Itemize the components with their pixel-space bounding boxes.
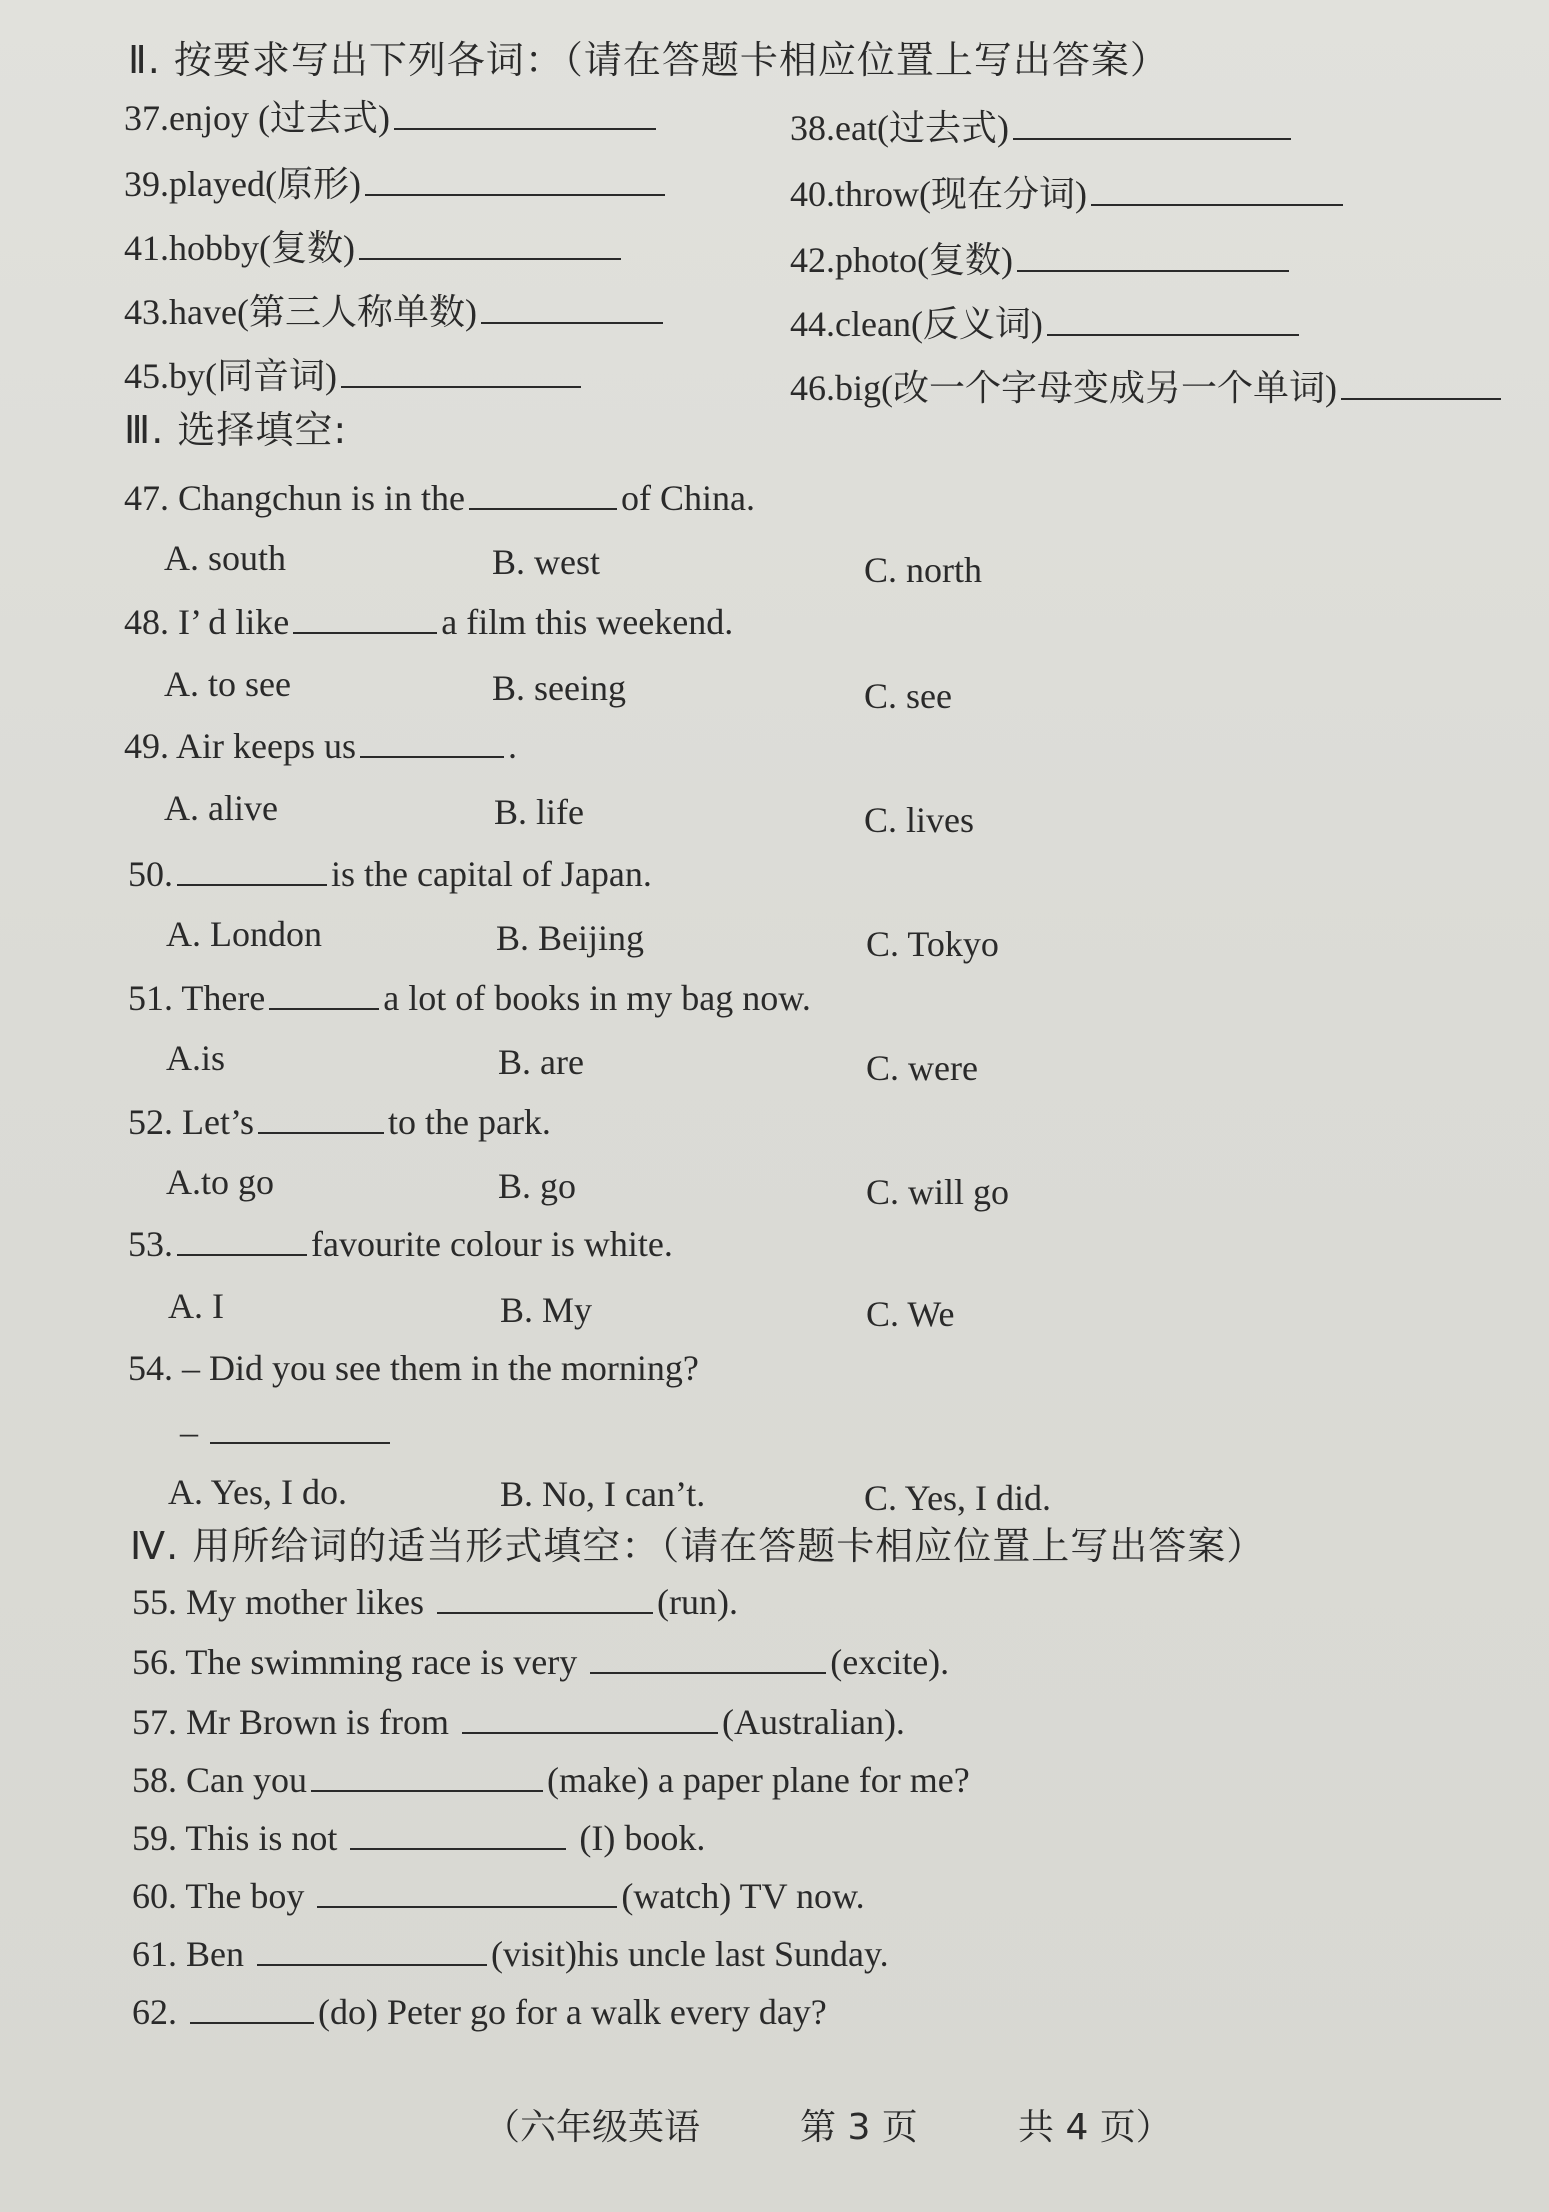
answer-blank-49[interactable] — [360, 724, 504, 758]
question-54: 54. – Did you see them in the morning? — [128, 1348, 699, 1388]
footer-total-pages: 共 4 页） — [1018, 2107, 1172, 2148]
question-50-stem-end: is the capital of Japan. — [331, 854, 652, 894]
question-59 — [132, 1816, 705, 1860]
option-47-b[interactable]: B. west — [492, 542, 600, 582]
option-47-c[interactable]: C. north — [864, 550, 983, 590]
question-38 — [790, 106, 1295, 150]
question-44-text: 44.clean(反义词) — [790, 304, 1043, 344]
question-55-stem: 55. My mother likes — [132, 1582, 424, 1622]
option-52-c[interactable]: C. will go — [866, 1172, 1010, 1212]
answer-blank-41[interactable] — [359, 226, 621, 260]
question-62 — [132, 1990, 827, 2034]
question-54-dash: – — [180, 1412, 198, 1452]
question-56-stem: 56. The swimming race is very — [132, 1642, 578, 1682]
answer-blank-44[interactable] — [1047, 302, 1299, 336]
question-53 — [128, 1222, 673, 1266]
question-58-hint: (make) a paper plane for me? — [547, 1760, 970, 1800]
question-37 — [124, 96, 660, 140]
question-46-text: 46.big(改一个字母变成另一个单词) — [790, 368, 1337, 408]
answer-blank-42[interactable] — [1017, 238, 1289, 272]
option-51-a[interactable]: A.is — [166, 1038, 226, 1078]
question-39 — [124, 162, 669, 206]
answer-blank-61[interactable] — [257, 1932, 487, 1966]
option-53-c[interactable]: C. We — [866, 1294, 955, 1334]
question-47-stem-end: of China. — [620, 478, 755, 518]
question-48-stem-end: a film this weekend. — [441, 602, 734, 642]
answer-blank-40[interactable] — [1091, 172, 1343, 206]
question-56 — [132, 1640, 949, 1684]
option-51-c[interactable]: C. were — [866, 1048, 978, 1088]
answer-blank-52[interactable] — [258, 1100, 384, 1134]
option-52-a[interactable]: A.to go — [166, 1162, 274, 1202]
option-54-c[interactable]: C. Yes, I did. — [864, 1478, 1052, 1518]
option-50-b[interactable]: B. Beijing — [496, 918, 645, 958]
option-52-b[interactable]: B. go — [498, 1166, 577, 1206]
answer-blank-57[interactable] — [462, 1700, 718, 1734]
question-57-stem: 57. Mr Brown is from — [132, 1702, 449, 1742]
question-45-text: 45.by(同音词) — [124, 356, 337, 396]
question-60-stem: 60. The boy — [132, 1876, 305, 1916]
question-40-text: 40.throw(现在分词) — [790, 174, 1087, 214]
question-48-stem: 48. I’ d like — [124, 602, 290, 642]
question-47 — [124, 476, 755, 520]
answer-blank-37[interactable] — [394, 96, 656, 130]
question-55-hint: (run). — [656, 1582, 738, 1622]
answer-blank-53[interactable] — [177, 1222, 307, 1256]
question-38-text: 38.eat(过去式) — [790, 108, 1009, 148]
question-45 — [124, 354, 585, 398]
option-50-c[interactable]: C. Tokyo — [866, 924, 999, 964]
question-51-stem: 51. There — [128, 978, 266, 1018]
answer-blank-50[interactable] — [177, 852, 327, 886]
question-60-hint: (watch) TV now. — [621, 1876, 865, 1916]
answer-blank-60[interactable] — [317, 1874, 617, 1908]
section-4-heading: Ⅳ. 用所给词的适当形式填空：（请在答题卡相应位置上写出答案） — [130, 1524, 1266, 1568]
section-3-heading: Ⅲ. 选择填空: — [124, 408, 348, 452]
answer-blank-45[interactable] — [341, 354, 581, 388]
option-54-b[interactable]: B. No, I can’t. — [500, 1474, 706, 1514]
question-40 — [790, 172, 1347, 216]
question-43-text: 43.have(第三人称单数) — [124, 292, 477, 332]
question-55 — [132, 1580, 738, 1624]
option-48-c[interactable]: C. see — [864, 676, 952, 716]
answer-blank-46[interactable] — [1341, 366, 1501, 400]
question-51 — [128, 976, 811, 1020]
option-48-a[interactable]: A. to see — [164, 664, 291, 704]
answer-blank-51[interactable] — [269, 976, 379, 1010]
question-44 — [790, 302, 1303, 346]
question-48 — [124, 600, 733, 644]
option-49-c[interactable]: C. lives — [864, 800, 975, 840]
question-42 — [790, 238, 1293, 282]
answer-blank-48[interactable] — [293, 600, 437, 634]
question-47-stem: 47. Changchun is in the — [124, 478, 465, 518]
question-42-text: 42.photo(复数) — [790, 240, 1013, 280]
option-54-a[interactable]: A. Yes, I do. — [168, 1472, 348, 1512]
question-46 — [790, 366, 1505, 410]
option-49-b[interactable]: B. life — [494, 792, 584, 832]
question-43 — [124, 290, 667, 334]
question-41 — [124, 226, 625, 270]
question-59-hint: (I) book. — [579, 1818, 706, 1858]
question-57 — [132, 1700, 905, 1744]
answer-blank-39[interactable] — [365, 162, 665, 196]
option-47-a[interactable]: A. south — [164, 538, 287, 578]
option-50-a[interactable]: A. London — [166, 914, 322, 954]
question-52-stem-end: to the park. — [387, 1102, 551, 1142]
question-58 — [132, 1758, 970, 1802]
question-54-reply — [180, 1410, 394, 1454]
question-59-stem: 59. This is not — [132, 1818, 338, 1858]
answer-blank-58[interactable] — [311, 1758, 543, 1792]
section-2-heading: Ⅱ. 按要求写出下列各词：（请在答题卡相应位置上写出答案） — [128, 38, 1169, 82]
question-52 — [128, 1100, 551, 1144]
question-49 — [124, 724, 517, 768]
option-53-a[interactable]: A. I — [168, 1286, 224, 1326]
answer-blank-59[interactable] — [350, 1816, 566, 1850]
question-53-stem-end: favourite colour is white. — [311, 1224, 673, 1264]
question-61-stem: 61. Ben — [132, 1934, 244, 1974]
option-48-b[interactable]: B. seeing — [492, 668, 626, 708]
question-60 — [132, 1874, 865, 1918]
question-37-text: 37.enjoy (过去式) — [124, 98, 390, 138]
question-41-text: 41.hobby(复数) — [124, 228, 355, 268]
question-49-stem-end: . — [507, 726, 517, 766]
option-51-b[interactable]: B. are — [498, 1042, 584, 1082]
answer-blank-38[interactable] — [1013, 106, 1291, 140]
answer-blank-56[interactable] — [590, 1640, 826, 1674]
question-62-stem: 62. — [132, 1992, 177, 2032]
option-49-a[interactable]: A. alive — [164, 788, 278, 828]
question-50 — [128, 852, 652, 896]
question-49-stem: 49. Air keeps us — [124, 726, 356, 766]
answer-blank-62[interactable] — [190, 1990, 314, 2024]
footer-subject: （六年级英语 — [484, 2107, 701, 2148]
question-53-stem: 53. — [128, 1224, 173, 1264]
question-61-hint: (visit)his uncle last Sunday. — [491, 1934, 889, 1974]
question-58-stem: 58. Can you — [132, 1760, 307, 1800]
answer-blank-55[interactable] — [437, 1580, 653, 1614]
question-52-stem: 52. Let’s — [128, 1102, 254, 1142]
question-61 — [132, 1932, 889, 1976]
option-53-b[interactable]: B. My — [500, 1290, 593, 1330]
question-56-hint: (excite). — [830, 1642, 950, 1682]
answer-blank-54[interactable] — [210, 1410, 390, 1444]
question-57-hint: (Australian). — [722, 1702, 905, 1742]
answer-blank-43[interactable] — [481, 290, 663, 324]
question-62-hint: (do) Peter go for a walk every day? — [318, 1992, 827, 2032]
question-50-stem: 50. — [128, 854, 173, 894]
footer-page-number: 第 3 页 — [800, 2107, 918, 2148]
question-39-text: 39.played(原形) — [124, 164, 361, 204]
answer-blank-47[interactable] — [469, 476, 617, 510]
question-51-stem-end: a lot of books in my bag now. — [383, 978, 811, 1018]
